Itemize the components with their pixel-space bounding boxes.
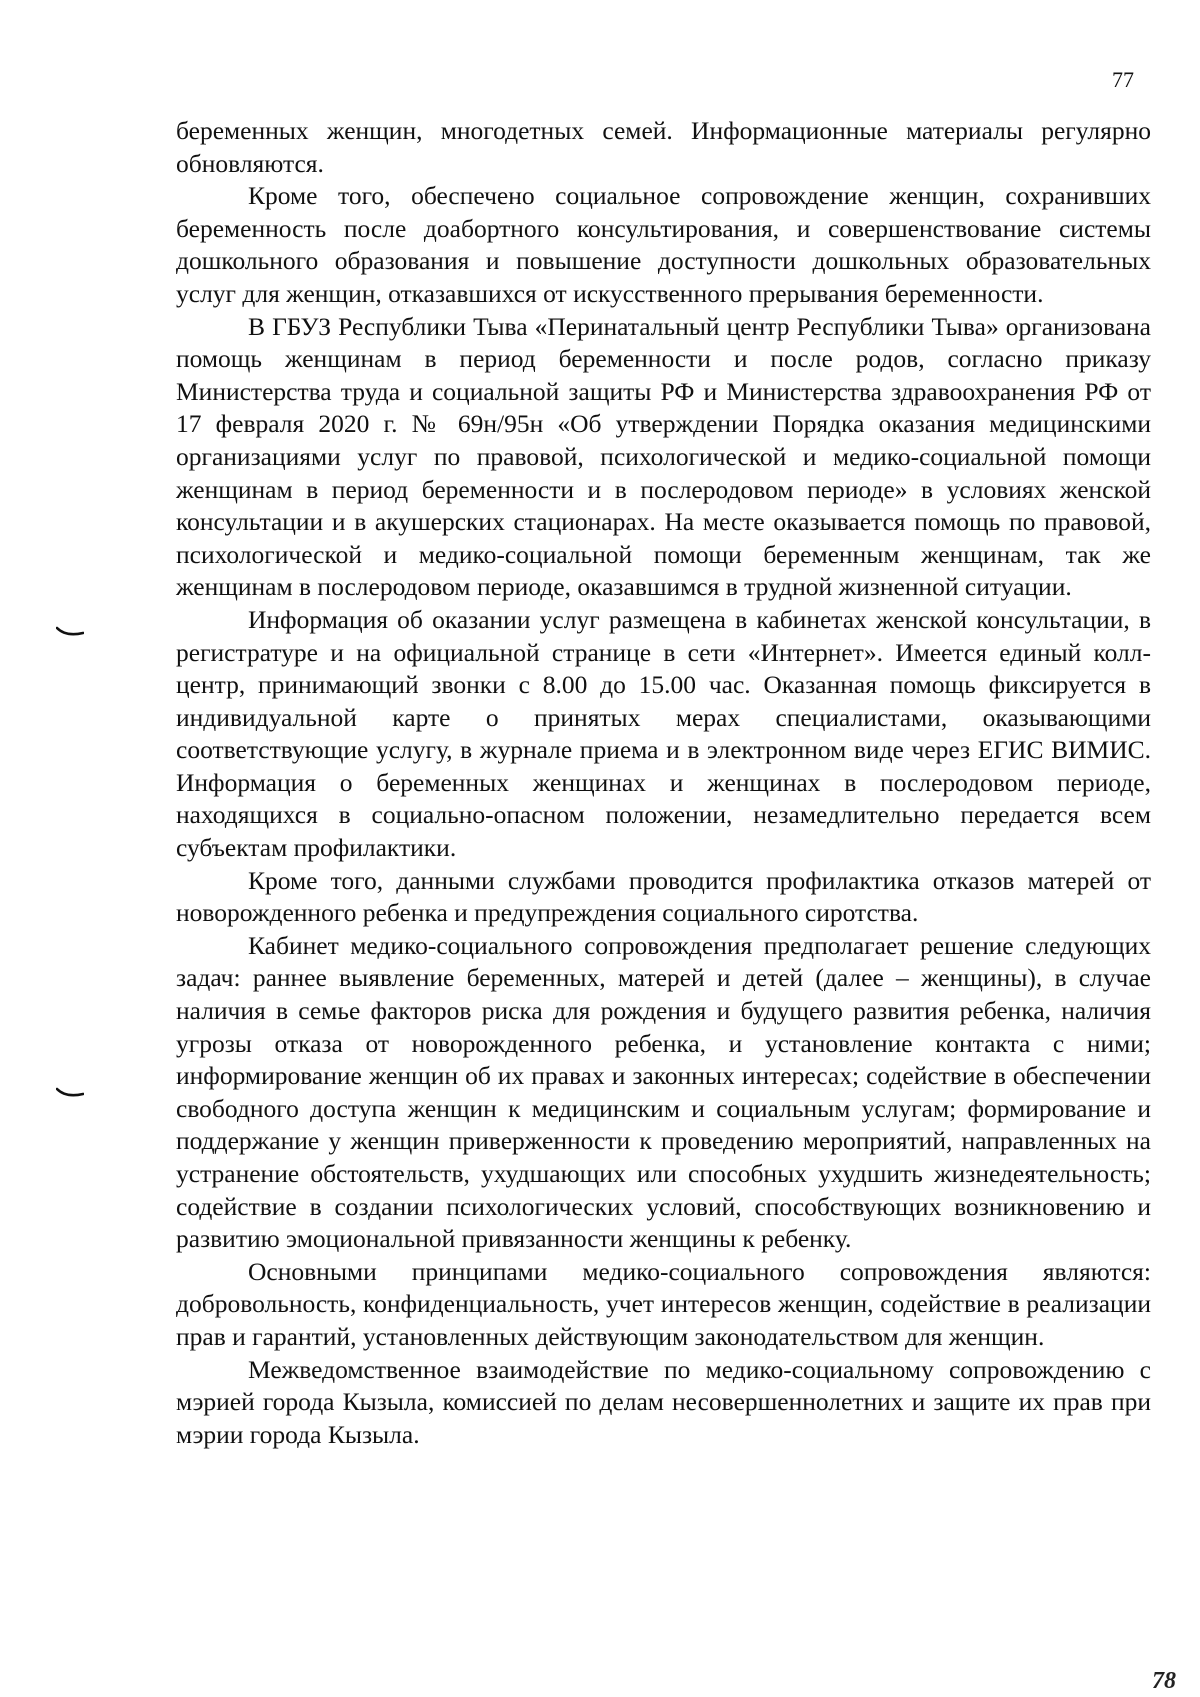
paragraph: Основными принципами медико-социального сопровождения являются: добровольность, конфиденциальность, учет интересов женщин, содействие в реализации прав и гарантий, установленных действующим законодательством для женщин. [176, 1256, 1151, 1351]
margin-pen-mark-icon [56, 626, 84, 638]
paragraph: Кроме того, обеспечено социальное сопровождение женщин, сохранивших беременность после доабортного консультирования, и совершенствование системы дошкольного образования и повышение доступности дошкольных образовательных услуг для женщин, отказавшихся от искусственного прерывания беременности. [176, 181, 1151, 308]
paragraph: Кабинет медико-социального сопровождения предполагает решение следующих задач: раннее выявление беременных, матерей и детей (далее – женщины), в случае наличия в семье факторов риска для рождения и будущего развития ребенка, наличия угрозы отказа от новорожденного ребенка, и установление контакта с ними; информирование женщин об их правах и законных интересах; содействие в обеспечении свободного доступа женщин к медицинским и социальным услугам; формирование и поддержание у женщин приверженности к проведению мероприятий, направленных на устранение обстоятельств, ухудшающих или способных ухудшить жизнедеятельность; содействие в создании психологических условий, способствующих возникновению и развитию эмоциональной привязанности женщины к ребенку. [176, 930, 1151, 1254]
paragraph: Межведомственное взаимодействие по медико-социальному сопровождению с мэрией города Кызыла, комиссией по делам несовершеннолетних и защите их прав при мэрии города Кызыла. [176, 1354, 1151, 1449]
margin-pen-mark-icon [56, 1087, 84, 1099]
paragraph: беременных женщин, многодетных семей. Информационные материалы регулярно обновляются. [176, 116, 1151, 178]
page-number: 77 [1112, 67, 1134, 92]
handwritten-page-number: 78 [1152, 1668, 1176, 1694]
paragraph: Информация об оказании услуг размещена в кабинетах женской консультации, в регистратуре и на официальной странице в сети «Интернет». Имеется единый колл-центр, принимающий звонки с 8.00 до 15.00 час. Оказанная помощь фиксируется в индивидуальной карте о принятых мерах специалистами, оказывающими соответствующие услугу, в журнале приема и в электронном виде через ЕГИС ВИМИС. Информация о беременных женщинах и женщинах в послеродовом периоде, находящихся в социально-опасном положении, незамедлительно передается всем субъектам профилактики. [176, 604, 1151, 863]
paragraph: Кроме того, данными службами проводится профилактика отказов матерей от новорожденного ребенка и предупреждения социального сиротства. [176, 865, 1151, 928]
document-body [176, 115, 1151, 1451]
paragraph: В ГБУЗ Республики Тыва «Перинатальный центр Республики Тыва» организована помощь женщинам в период беременности и после родов, согласно приказу Министерства труда и социальной защиты РФ и Министерства здравоохранения РФ от 17 февраля 2020 г. № 69н/95н «Об утверждении Порядка оказания медицинскими организациями услуг по правовой, психологической и медико-социальной помощи женщинам в период беременности и в послеродовом периоде» в условиях женской консультации и в акушерских стационарах. На месте оказывается помощь по правовой, психологической и медико-социальной помощи беременным женщинам, так же женщинам в послеродовом периоде, оказавшимся в трудной жизненной ситуации. [176, 311, 1151, 602]
